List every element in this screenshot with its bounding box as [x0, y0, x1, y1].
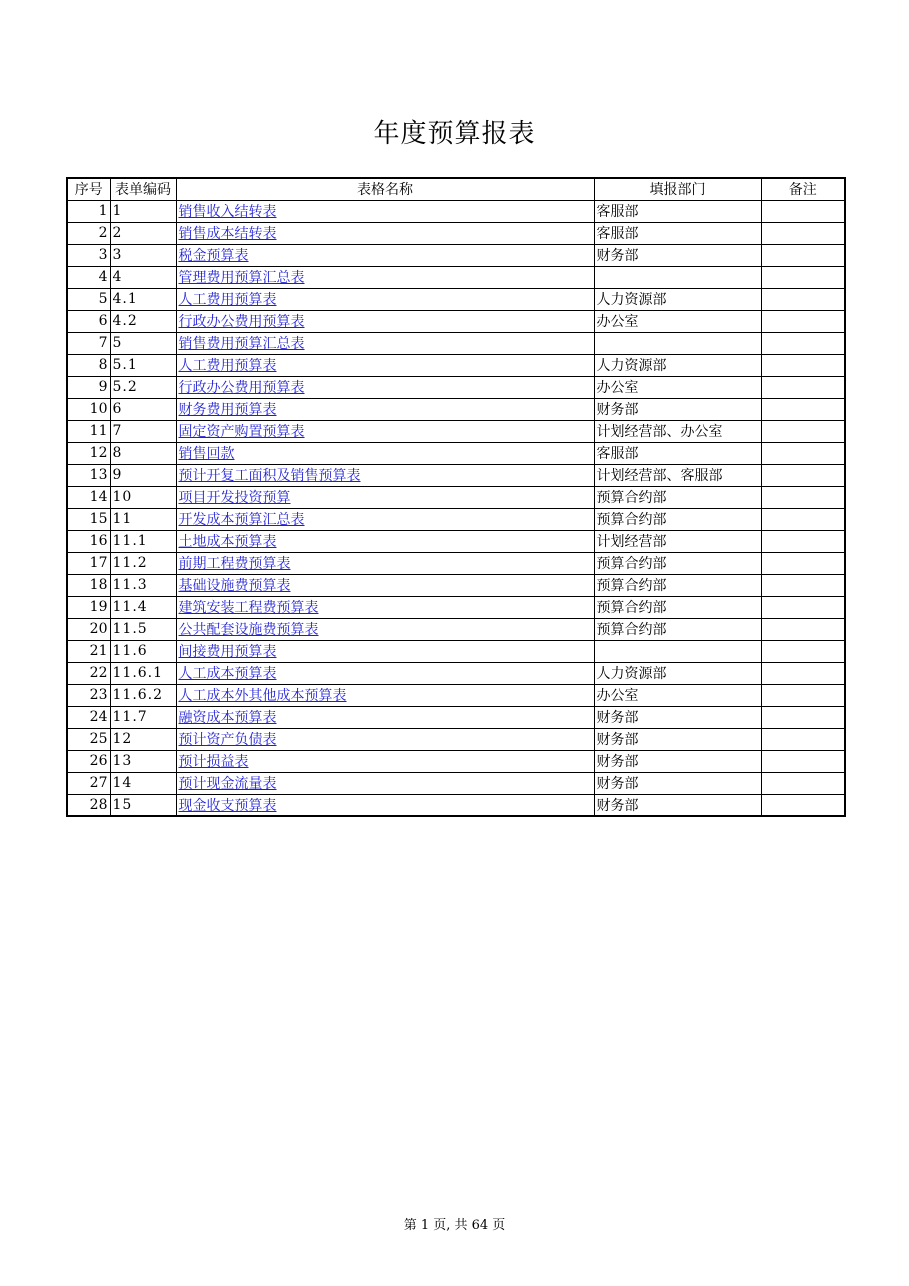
remark-cell[interactable] — [761, 244, 845, 266]
form-code: 5 — [110, 332, 176, 354]
form-link[interactable]: 销售回款 — [178, 446, 235, 462]
table-row — [67, 464, 845, 486]
form-code: 11.2 — [110, 552, 176, 574]
form-code: 11.6.1 — [110, 662, 176, 684]
form-code: 11.6 — [110, 640, 176, 662]
reporting-department: 预算合约部 — [594, 574, 761, 596]
reporting-department — [594, 266, 761, 288]
row-number: 1 — [67, 200, 110, 222]
form-code: 11.7 — [110, 706, 176, 728]
reporting-department: 人力资源部 — [594, 288, 761, 310]
form-code: 3 — [110, 244, 176, 266]
header-no: 序号 — [67, 178, 110, 200]
form-name-cell — [176, 684, 594, 706]
form-link[interactable]: 人工成本预算表 — [178, 666, 277, 682]
form-code: 11.3 — [110, 574, 176, 596]
form-code: 15 — [110, 794, 176, 816]
row-number: 23 — [67, 684, 110, 706]
form-code: 11.5 — [110, 618, 176, 640]
form-name-cell — [176, 420, 594, 442]
remark-cell[interactable] — [761, 640, 845, 662]
header-dept: 填报部门 — [594, 178, 761, 200]
remark-cell[interactable] — [761, 486, 845, 508]
remark-cell[interactable] — [761, 662, 845, 684]
budget-index-table — [66, 177, 846, 817]
table-row — [67, 574, 845, 596]
table-row — [67, 354, 845, 376]
form-link[interactable]: 人工费用预算表 — [178, 358, 277, 374]
form-code: 1 — [110, 200, 176, 222]
form-link[interactable]: 公共配套设施费预算表 — [178, 622, 319, 638]
table-row — [67, 420, 845, 442]
row-number: 28 — [67, 794, 110, 816]
form-code: 12 — [110, 728, 176, 750]
row-number: 25 — [67, 728, 110, 750]
remark-cell[interactable] — [761, 310, 845, 332]
reporting-department: 财务部 — [594, 244, 761, 266]
form-code: 13 — [110, 750, 176, 772]
form-name-cell — [176, 464, 594, 486]
form-link[interactable]: 开发成本预算汇总表 — [178, 512, 305, 528]
form-name-cell — [176, 772, 594, 794]
form-name-cell — [176, 662, 594, 684]
reporting-department — [594, 332, 761, 354]
reporting-department: 办公室 — [594, 684, 761, 706]
row-number: 20 — [67, 618, 110, 640]
table-row — [67, 508, 845, 530]
form-link[interactable]: 间接费用预算表 — [178, 644, 277, 660]
row-number: 3 — [67, 244, 110, 266]
form-link[interactable]: 预计开复工面积及销售预算表 — [178, 468, 361, 484]
remark-cell[interactable] — [761, 618, 845, 640]
form-name-cell — [176, 508, 594, 530]
row-number: 24 — [67, 706, 110, 728]
reporting-department: 计划经营部、客服部 — [594, 464, 761, 486]
reporting-department: 计划经营部、办公室 — [594, 420, 761, 442]
table-row — [67, 266, 845, 288]
form-link[interactable]: 预计资产负债表 — [178, 732, 277, 748]
remark-cell[interactable] — [761, 706, 845, 728]
remark-cell[interactable] — [761, 398, 845, 420]
remark-cell[interactable] — [761, 464, 845, 486]
form-code: 5.1 — [110, 354, 176, 376]
form-link[interactable]: 土地成本预算表 — [178, 534, 277, 550]
table-row — [67, 200, 845, 222]
form-link[interactable]: 基础设施费预算表 — [178, 578, 291, 594]
reporting-department: 财务部 — [594, 728, 761, 750]
form-name-cell — [176, 376, 594, 398]
reporting-department: 预算合约部 — [594, 618, 761, 640]
form-code: 11.1 — [110, 530, 176, 552]
reporting-department: 客服部 — [594, 442, 761, 464]
table-row — [67, 442, 845, 464]
row-number: 14 — [67, 486, 110, 508]
form-code: 11.6.2 — [110, 684, 176, 706]
form-code: 5.2 — [110, 376, 176, 398]
remark-cell[interactable] — [761, 728, 845, 750]
form-link[interactable]: 建筑安装工程费预算表 — [178, 600, 319, 616]
reporting-department — [594, 640, 761, 662]
header-code: 表单编码 — [110, 178, 176, 200]
reporting-department: 预算合约部 — [594, 508, 761, 530]
table-row — [67, 376, 845, 398]
reporting-department: 办公室 — [594, 376, 761, 398]
table-row — [67, 244, 845, 266]
form-code: 4.1 — [110, 288, 176, 310]
form-link[interactable]: 预计损益表 — [178, 754, 249, 770]
remark-cell[interactable] — [761, 442, 845, 464]
form-code: 6 — [110, 398, 176, 420]
form-name-cell — [176, 310, 594, 332]
form-code: 4 — [110, 266, 176, 288]
form-code: 11.4 — [110, 596, 176, 618]
remark-cell[interactable] — [761, 750, 845, 772]
form-name-cell — [176, 530, 594, 552]
form-link[interactable]: 预计现金流量表 — [178, 776, 277, 792]
form-name-cell — [176, 486, 594, 508]
form-name-cell — [176, 706, 594, 728]
table-row — [67, 618, 845, 640]
table-row — [67, 684, 845, 706]
remark-cell[interactable] — [761, 288, 845, 310]
form-link[interactable]: 税金预算表 — [178, 248, 249, 264]
form-link[interactable]: 财务费用预算表 — [178, 402, 277, 418]
reporting-department: 财务部 — [594, 750, 761, 772]
form-link[interactable]: 固定资产购置预算表 — [178, 424, 305, 440]
reporting-department: 预算合约部 — [594, 486, 761, 508]
row-number: 13 — [67, 464, 110, 486]
form-name-cell — [176, 794, 594, 816]
row-number: 10 — [67, 398, 110, 420]
table-row — [67, 706, 845, 728]
form-link[interactable]: 现金收支预算表 — [178, 797, 277, 814]
form-name-cell — [176, 442, 594, 464]
form-name-cell — [176, 288, 594, 310]
form-name-cell — [176, 574, 594, 596]
form-link[interactable]: 人工费用预算表 — [178, 292, 277, 308]
row-number: 22 — [67, 662, 110, 684]
table-row — [67, 772, 845, 794]
form-code: 9 — [110, 464, 176, 486]
form-name-cell — [176, 640, 594, 662]
form-code: 7 — [110, 420, 176, 442]
form-link[interactable]: 销售收入结转表 — [178, 204, 277, 220]
reporting-department: 客服部 — [594, 200, 761, 222]
remark-cell[interactable] — [761, 508, 845, 530]
reporting-department: 人力资源部 — [594, 354, 761, 376]
header-name: 表格名称 — [176, 178, 594, 200]
form-name-cell — [176, 728, 594, 750]
form-name-cell — [176, 354, 594, 376]
table-row — [67, 662, 845, 684]
table-body — [67, 200, 845, 816]
form-name-cell — [176, 552, 594, 574]
form-link[interactable]: 人工成本外其他成本预算表 — [178, 688, 347, 704]
remark-cell[interactable] — [761, 552, 845, 574]
reporting-department: 预算合约部 — [594, 596, 761, 618]
reporting-department: 办公室 — [594, 310, 761, 332]
table-row — [67, 332, 845, 354]
form-name-cell — [176, 200, 594, 222]
row-number: 15 — [67, 508, 110, 530]
remark-cell[interactable] — [761, 376, 845, 398]
table-row — [67, 794, 845, 816]
row-number: 4 — [67, 266, 110, 288]
table-row — [67, 728, 845, 750]
form-code: 14 — [110, 772, 176, 794]
remark-cell[interactable] — [761, 222, 845, 244]
reporting-department: 财务部 — [594, 772, 761, 794]
row-number: 16 — [67, 530, 110, 552]
table-row — [67, 640, 845, 662]
table-row — [67, 222, 845, 244]
form-link[interactable]: 前期工程费预算表 — [178, 556, 291, 572]
form-code: 2 — [110, 222, 176, 244]
row-number: 8 — [67, 354, 110, 376]
remark-cell[interactable] — [761, 332, 845, 354]
remark-cell[interactable] — [761, 596, 845, 618]
reporting-department: 预算合约部 — [594, 552, 761, 574]
reporting-department: 财务部 — [594, 706, 761, 728]
form-name-cell — [176, 618, 594, 640]
remark-cell[interactable] — [761, 266, 845, 288]
row-number: 17 — [67, 552, 110, 574]
form-code: 11 — [110, 508, 176, 530]
row-number: 5 — [67, 288, 110, 310]
form-name-cell — [176, 750, 594, 772]
table-row — [67, 552, 845, 574]
reporting-department: 人力资源部 — [594, 662, 761, 684]
form-name-cell — [176, 596, 594, 618]
form-link[interactable]: 销售成本结转表 — [178, 226, 277, 242]
form-link[interactable]: 行政办公费用预算表 — [178, 380, 305, 396]
reporting-department: 客服部 — [594, 222, 761, 244]
form-name-cell — [176, 222, 594, 244]
form-link[interactable]: 销售费用预算汇总表 — [178, 336, 305, 352]
reporting-department: 财务部 — [594, 398, 761, 420]
form-name-cell — [176, 398, 594, 420]
row-number: 6 — [67, 310, 110, 332]
table-row — [67, 288, 845, 310]
form-name-cell — [176, 266, 594, 288]
form-code: 4.2 — [110, 310, 176, 332]
form-link[interactable]: 行政办公费用预算表 — [178, 314, 305, 330]
form-name-cell — [176, 244, 594, 266]
remark-cell[interactable] — [761, 420, 845, 442]
row-number: 26 — [67, 750, 110, 772]
row-number: 27 — [67, 772, 110, 794]
page-title: 年度预算报表 — [373, 119, 536, 149]
table-row — [67, 750, 845, 772]
row-number: 7 — [67, 332, 110, 354]
row-number: 2 — [67, 222, 110, 244]
row-number: 21 — [67, 640, 110, 662]
reporting-department: 财务部 — [594, 794, 761, 816]
row-number: 11 — [67, 420, 110, 442]
table-row — [67, 398, 845, 420]
remark-cell[interactable] — [761, 354, 845, 376]
form-link[interactable]: 项目开发投资预算 — [178, 490, 291, 506]
reporting-department: 计划经营部 — [594, 530, 761, 552]
header-row — [67, 178, 845, 200]
remark-cell[interactable] — [761, 772, 845, 794]
table-row — [67, 486, 845, 508]
table-row — [67, 530, 845, 552]
remark-cell[interactable] — [761, 200, 845, 222]
row-number: 18 — [67, 574, 110, 596]
form-name-cell — [176, 332, 594, 354]
form-code: 8 — [110, 442, 176, 464]
row-number: 19 — [67, 596, 110, 618]
remark-cell[interactable] — [761, 684, 845, 706]
form-link[interactable]: 管理费用预算汇总表 — [178, 270, 305, 286]
page-footer: 第 1 页, 共 64 页 — [403, 1218, 506, 1233]
remark-cell[interactable] — [761, 574, 845, 596]
remark-cell[interactable] — [761, 794, 845, 816]
remark-cell[interactable] — [761, 530, 845, 552]
table-row — [67, 310, 845, 332]
row-number: 9 — [67, 376, 110, 398]
form-code: 10 — [110, 486, 176, 508]
form-link[interactable]: 融资成本预算表 — [178, 710, 277, 726]
header-remark: 备注 — [761, 178, 845, 200]
row-number: 12 — [67, 442, 110, 464]
table-row — [67, 596, 845, 618]
